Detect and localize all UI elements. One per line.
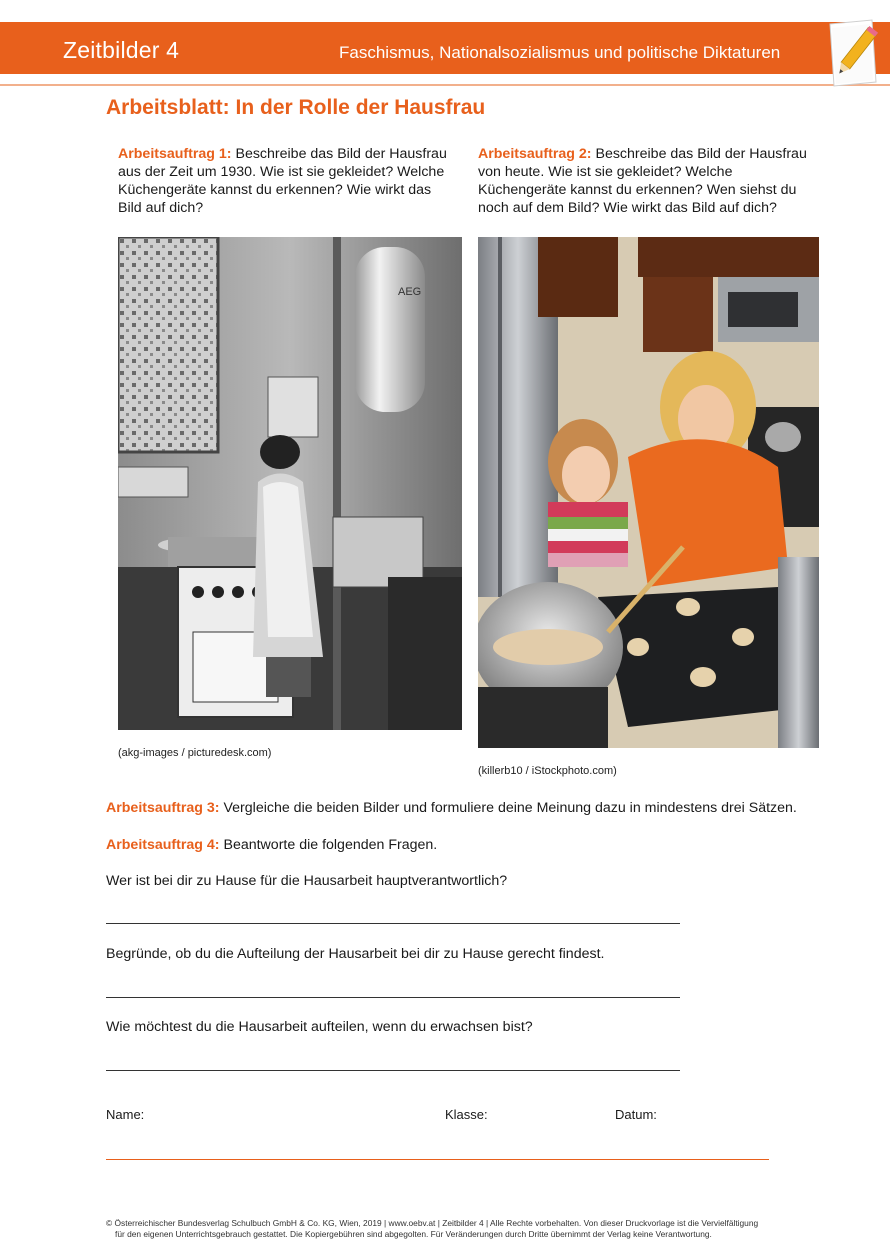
footer-line-1: © Österreichischer Bundesverlag Schulbuch GmbH & Co. KG, Wien, 2019 | www.oebv.at | Zeitbilder 4 | Alle Rechte vorbehalten. Von dieser Druckvorlage ist die Vervielfältigung <box>106 1218 759 1228</box>
signature-line[interactable] <box>106 1159 769 1160</box>
photo-1-caption: (akg-images / picturedesk.com) <box>118 747 272 759</box>
task-1 <box>118 145 458 217</box>
photo-2-caption: (killerb10 / iStockphoto.com) <box>478 765 617 777</box>
task-text: Vergleiche die beiden Bilder und formuliere deine Meinung dazu in mindestens drei Sätzen. <box>223 800 797 816</box>
name-label: Name: <box>106 1107 145 1122</box>
klasse-label: Klasse: <box>445 1107 488 1122</box>
pencil-paper-icon <box>822 18 880 90</box>
chapter-title: Faschismus, Nationalsozialismus und politische Diktaturen <box>339 43 781 62</box>
task-label: Arbeitsauftrag 1: <box>118 146 232 162</box>
task-text: Beantworte die folgenden Fragen. <box>223 837 438 853</box>
datum-label: Datum: <box>615 1107 657 1122</box>
copyright-footer <box>106 1218 786 1240</box>
worksheet-title: Arbeitsblatt: In der Rolle der Hausfrau <box>106 96 486 119</box>
footer-line-2: für den eigenen Unterrichtsgebrauch gestattet. Die Kopiergebühren sind abgegolten. Für Veränderungen durch Dritte übernimmt der Verlag keine Verantwortung. <box>115 1229 712 1239</box>
question-1: Wer ist bei dir zu Hause für die Hausarbeit hauptverantwortlich? <box>106 873 508 889</box>
task-label: Arbeitsauftrag 2: <box>478 146 592 162</box>
question-3: Wie möchtest du die Hausarbeit aufteilen, wenn du erwachsen bist? <box>106 1019 533 1035</box>
boiler-label: AEG <box>398 286 422 298</box>
answer-line-2[interactable] <box>106 997 680 998</box>
task-3 <box>106 799 806 817</box>
task-text: Beschreibe das Bild der Hausfrau von heute. Wie ist sie gekleidet? Welche Küchengeräte kannst du erkennen? Wen siehst du noch auf dem Bild? Wie wirkt das Bild auf dich? <box>478 146 807 216</box>
answer-line-1[interactable] <box>106 923 680 924</box>
task-2 <box>478 145 823 217</box>
task-text: Beschreibe das Bild der Hausfrau aus der Zeit um 1930. Wie ist sie gekleidet? Welche Küchengeräte kannst du erkennen? Wie wirkt das Bild auf dich? <box>118 146 447 216</box>
header-divider <box>0 84 890 86</box>
question-2: Begründe, ob du die Aufteilung der Hausarbeit bei dir zu Hause gerecht findest. <box>106 946 605 962</box>
book-title: Zeitbilder 4 <box>63 37 180 63</box>
task-4 <box>106 836 806 854</box>
historic-kitchen-photo <box>118 237 462 730</box>
answer-line-3[interactable] <box>106 1070 680 1071</box>
task-label: Arbeitsauftrag 4: <box>106 837 220 853</box>
task-label: Arbeitsauftrag 3: <box>106 800 220 816</box>
modern-kitchen-photo <box>478 237 819 748</box>
